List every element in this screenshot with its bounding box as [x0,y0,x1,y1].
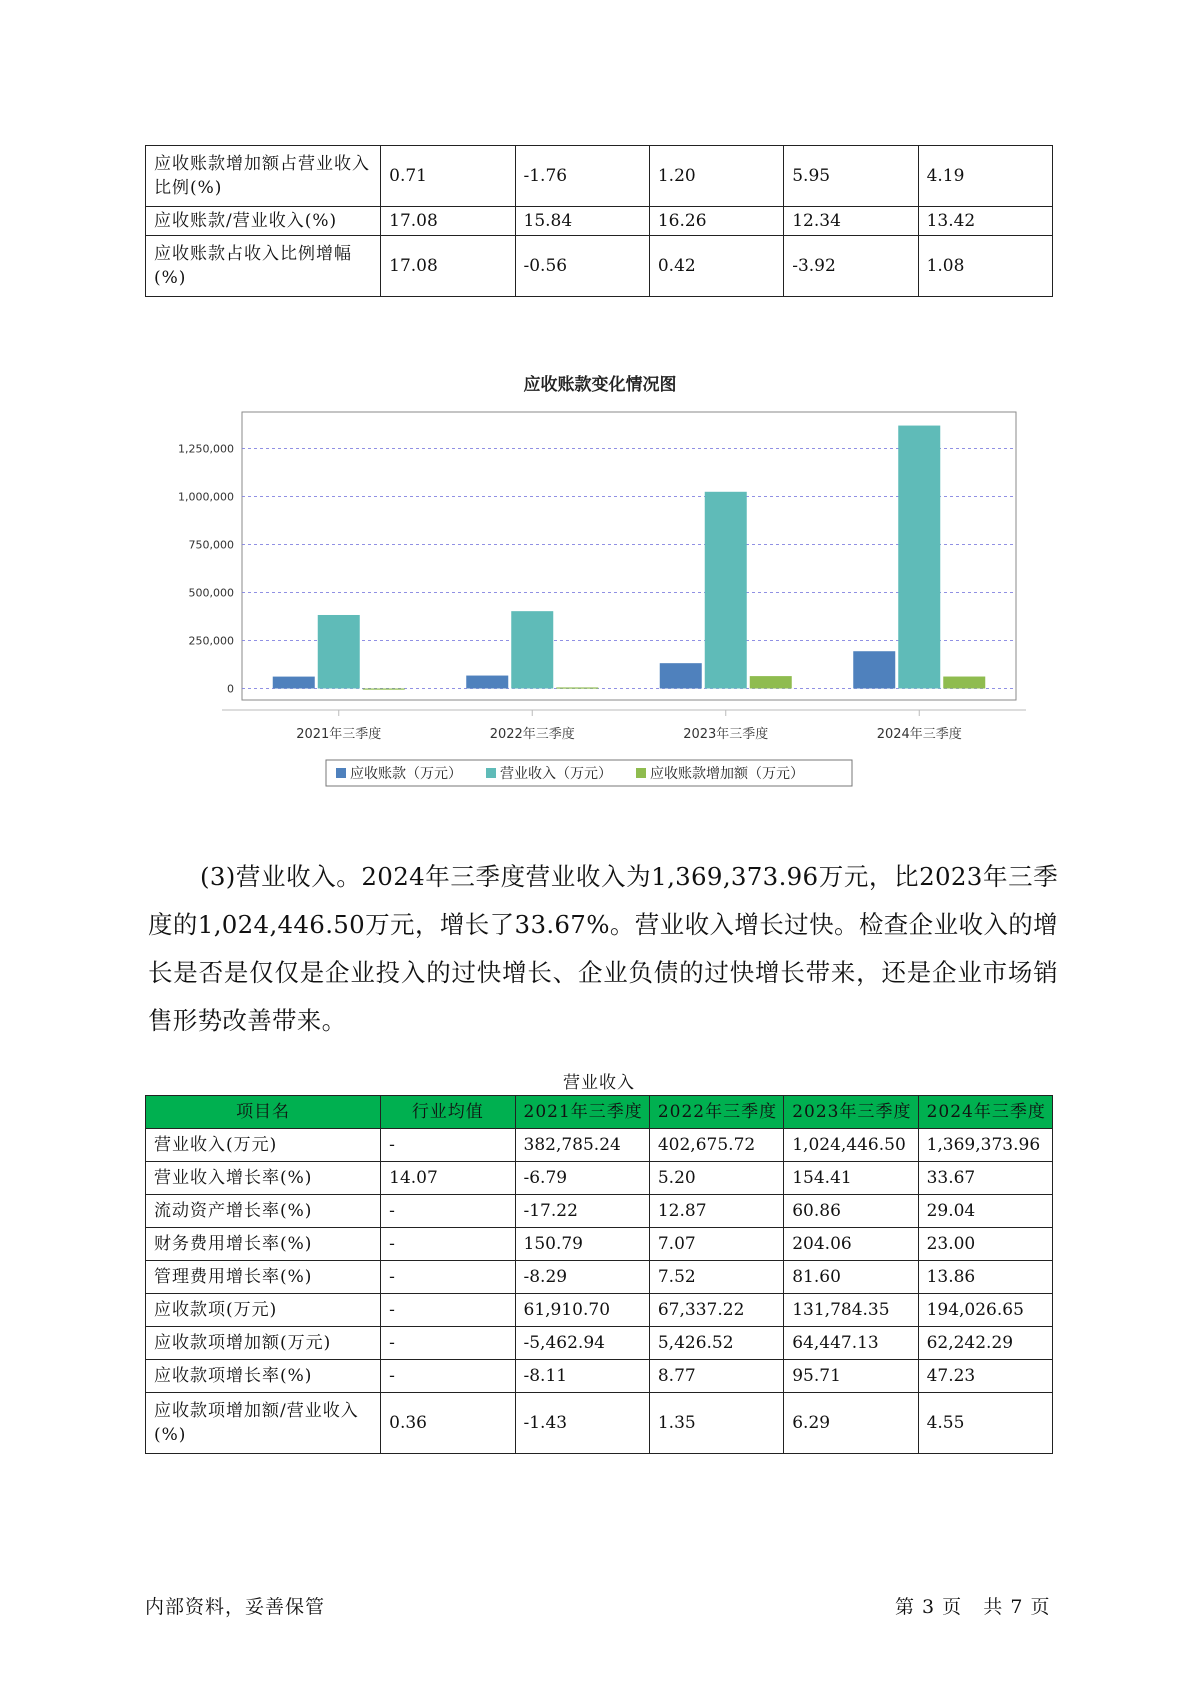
table-row [146,1261,1053,1294]
bar-3 [750,676,792,688]
table-cell: 7.07 [649,1228,783,1261]
table-cell: 14.07 [381,1162,515,1195]
table-cell: 95.71 [784,1360,918,1393]
table-row [146,236,1053,297]
bar-2 [318,615,360,688]
y-tick-label: 1,250,000 [178,442,234,456]
table-cell: 5,426.52 [649,1327,783,1360]
table-cell: 47.23 [918,1360,1052,1393]
table-cell: - [381,1294,515,1327]
row-label: 应收款项增长率(%) [146,1360,381,1393]
table-cell: 12.34 [784,207,918,236]
table-row [146,1393,1053,1454]
y-tick-label: 1,000,000 [178,490,234,504]
table-cell: 17.08 [381,207,515,236]
table-row [146,1162,1053,1195]
receivables-chart [150,360,1050,820]
table-cell: 12.87 [649,1195,783,1228]
table-cell: 17.08 [381,236,515,297]
footer-confidential-note: 内部资料，妥善保管 [145,1596,326,1618]
table-cell: -1.76 [515,146,649,207]
table-cell: 1,369,373.96 [918,1129,1052,1162]
bar-3 [943,677,985,689]
column-header: 2024年三季度 [918,1096,1052,1129]
row-label: 应收款项增加额(万元) [146,1327,381,1360]
table-cell: 81.60 [784,1261,918,1294]
table-cell: 7.52 [649,1261,783,1294]
table-cell: 64,447.13 [784,1327,918,1360]
column-header: 2022年三季度 [649,1096,783,1129]
table-cell: 15.84 [515,207,649,236]
row-label: 应收款项(万元) [146,1294,381,1327]
legend-swatch [336,768,346,778]
table-cell: 5.95 [784,146,918,207]
table-row [146,207,1053,236]
table-cell: 23.00 [918,1228,1052,1261]
row-label: 应收账款占收入比例增幅(%) [146,236,381,297]
legend-label: 应收账款增加额（万元） [650,766,804,782]
table-cell: 6.29 [784,1393,918,1454]
table-cell: 382,785.24 [515,1129,649,1162]
bar-2 [511,611,553,688]
y-tick-label: 0 [227,682,234,696]
column-header: 行业均值 [381,1096,515,1129]
receivables-bar-chart [150,360,1050,820]
table-cell: - [381,1228,515,1261]
row-label: 财务费用增长率(%) [146,1228,381,1261]
y-tick-label: 250,000 [188,634,234,648]
x-tick-label: 2022年三季度 [489,727,575,742]
table-cell: 131,784.35 [784,1294,918,1327]
table-cell: 61,910.70 [515,1294,649,1327]
table-cell: 4.55 [918,1393,1052,1454]
table-cell: -17.22 [515,1195,649,1228]
row-label: 流动资产增长率(%) [146,1195,381,1228]
table-cell: 1.08 [918,236,1052,297]
table-cell: 33.67 [918,1162,1052,1195]
revenue-analysis-paragraph: (3)营业收入。2024年三季度营业收入为1,369,373.96万元，比2023年三季度的1,024,446.50万元，增长了33.67%。营业收入增长过快。检查企业收入的增长是否是仅仅是企业投入的过快增长、企业负债的过快增长带来，还是企业市场销售形势改善带来。 [148,862,1058,1035]
bar-1 [273,677,315,689]
table-row [146,146,1053,207]
column-header: 项目名 [146,1096,381,1129]
legend-label: 应收账款（万元） [350,766,462,782]
bar-1 [466,676,508,689]
table-cell: 29.04 [918,1195,1052,1228]
table-cell: 0.71 [381,146,515,207]
table-cell: 0.36 [381,1393,515,1454]
bar-1 [660,663,702,688]
row-label: 营业收入增长率(%) [146,1162,381,1195]
table-row [146,1129,1053,1162]
table-cell: - [381,1129,515,1162]
row-label: 应收款项增加额/营业收入(%) [146,1393,381,1454]
bar-2 [898,426,940,689]
y-tick-label: 750,000 [188,538,234,552]
table-row [146,1327,1053,1360]
row-label: 营业收入(万元) [146,1129,381,1162]
revenue-table [145,1095,1053,1454]
bar-3 [556,687,598,688]
table-cell: 13.86 [918,1261,1052,1294]
table-cell: 4.19 [918,146,1052,207]
table-cell: -3.92 [784,236,918,297]
x-tick-label: 2024年三季度 [876,727,962,742]
bar-2 [705,492,747,689]
table-cell: - [381,1327,515,1360]
legend-swatch [486,768,496,778]
table-row [146,1228,1053,1261]
table-cell: 204.06 [784,1228,918,1261]
legend-swatch [636,768,646,778]
table-cell: 16.26 [649,207,783,236]
x-tick-label: 2021年三季度 [296,727,382,742]
column-header: 2023年三季度 [784,1096,918,1129]
table-cell: -1.43 [515,1393,649,1454]
table-cell: 60.86 [784,1195,918,1228]
table-cell: 13.42 [918,207,1052,236]
table-cell: 67,337.22 [649,1294,783,1327]
table-cell: 402,675.72 [649,1129,783,1162]
table-cell: 5.20 [649,1162,783,1195]
table-cell: -6.79 [515,1162,649,1195]
table-cell: 1.20 [649,146,783,207]
row-label: 应收账款/营业收入(%) [146,207,381,236]
row-label: 管理费用增长率(%) [146,1261,381,1294]
chart-title: 应收账款变化情况图 [523,375,677,395]
table-cell: 0.42 [649,236,783,297]
table-cell: - [381,1261,515,1294]
table-cell: 1,024,446.50 [784,1129,918,1162]
legend-label: 营业收入（万元） [500,766,612,782]
y-tick-label: 500,000 [188,586,234,600]
table-cell: 62,242.29 [918,1327,1052,1360]
table-cell: - [381,1360,515,1393]
column-header: 2021年三季度 [515,1096,649,1129]
table-row [146,1294,1053,1327]
table-cell: 154.41 [784,1162,918,1195]
receivables-ratio-table [145,145,1053,297]
table-cell: 8.77 [649,1360,783,1393]
table-row [146,1195,1053,1228]
table-row [146,1360,1053,1393]
revenue-table-header [146,1096,1053,1129]
table-cell: 150.79 [515,1228,649,1261]
table-cell: -0.56 [515,236,649,297]
x-tick-label: 2023年三季度 [683,727,769,742]
revenue-table-caption: 营业收入 [563,1073,635,1093]
row-label: 应收账款增加额占营业收入比例(%) [146,146,381,207]
table-cell: 1.35 [649,1393,783,1454]
footer-page-number: 第 3 页 共 7 页 [895,1596,1051,1618]
bar-3 [363,688,405,689]
table-cell: -8.29 [515,1261,649,1294]
table-cell: -8.11 [515,1360,649,1393]
table-cell: 194,026.65 [918,1294,1052,1327]
table-cell: -5,462.94 [515,1327,649,1360]
table-cell: - [381,1195,515,1228]
bar-1 [853,651,895,688]
